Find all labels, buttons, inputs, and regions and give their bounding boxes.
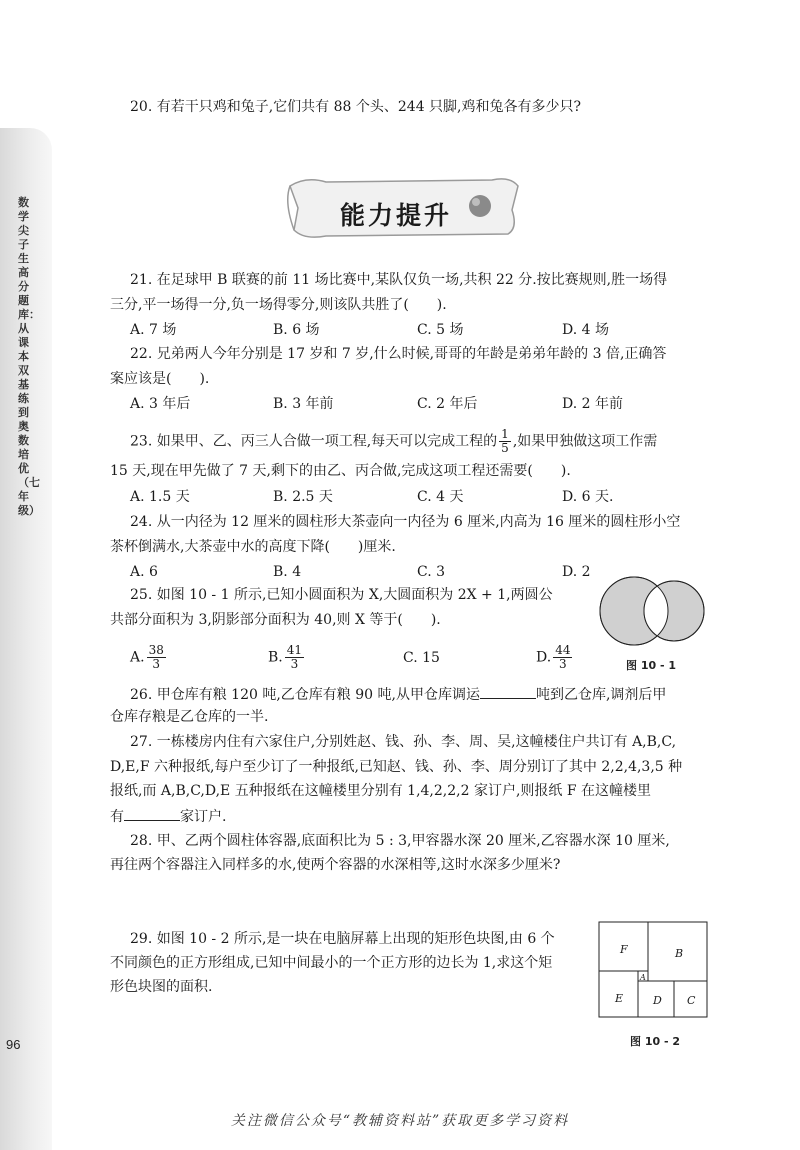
q25-option-a-label: A. — [130, 649, 145, 666]
q25-option-b — [268, 644, 306, 671]
q22-option-a: A. 3 年后 — [130, 396, 191, 412]
q24-option-c: C. 3 — [417, 564, 446, 580]
q25-b-den: 3 — [290, 657, 299, 671]
q27-text-b: 家订户. — [180, 809, 227, 825]
question-29-line1: 29. 如图 10 - 2 所示,是一块在电脑屏幕上出现的矩形色块图,由 6 个 — [130, 931, 555, 947]
figure-10-1-caption: 图 10 - 1 — [626, 659, 677, 672]
q21-option-b: B. 6 场 — [273, 322, 320, 338]
question-24-line2: 茶杯倒满水,大茶壶中水的高度下降( )厘米. — [110, 539, 396, 555]
q26-answer-blank — [480, 684, 536, 699]
q23-frac-den: 5 — [501, 441, 509, 455]
q25-a-num: 38 — [148, 643, 164, 657]
q23-frac-num: 1 — [501, 427, 509, 441]
question-27-line2: D,E,F 六种报纸,每户至少订了一种报纸,已知赵、钱、孙、李、周分别订了其中 2,2,4,3,5 种 — [110, 759, 683, 775]
label-f: F — [620, 943, 628, 956]
question-27-line3: 报纸,而 A,B,C,D,E 五种报纸在这幢楼里分别有 1,4,2,2,2 家订户,则报纸 F 在这幢楼里 — [110, 783, 652, 799]
label-a: A — [640, 973, 646, 982]
question-21-line1: 21. 在足球甲 B 联赛的前 11 场比赛中,某队仅负一场,共积 22 分.按比赛规则,胜一场得 — [130, 272, 668, 288]
section-title: 能力提升 — [340, 201, 453, 230]
question-27-line1: 27. 一栋楼房内住有六家住户,分别姓赵、钱、孙、李、周、吴,这幢楼住户共订有 A,B,C, — [130, 734, 677, 750]
question-24-line1: 24. 从一内径为 12 厘米的圆柱形大茶壶向一内径为 6 厘米,内高为 16 厘米的圆柱形小空 — [130, 514, 681, 530]
question-22-line1: 22. 兄弟两人今年分别是 17 岁和 7 岁,什么时候,哥哥的年龄是弟弟年龄的 3 倍,正确答 — [130, 346, 667, 362]
q25-option-a — [130, 644, 168, 671]
q23-option-c: C. 4 天 — [417, 489, 464, 505]
figure-10-2 — [598, 920, 710, 1020]
question-25-line2: 共部分面积为 3,阴影部分面积为 40,则 X 等于( ). — [110, 612, 441, 628]
ball-highlight — [472, 198, 480, 206]
label-b: B — [675, 947, 684, 960]
label-d: D — [653, 994, 662, 1007]
q22-option-b: B. 3 年前 — [273, 396, 334, 412]
question-29-line2: 不同颜色的正方形组成,已知中间最小的一个正方形的边长为 1,求这个矩 — [110, 955, 553, 971]
q25-b-num: 41 — [286, 643, 303, 657]
question-28-line2: 再往两个容器注入同样多的水,使两个容器的水深相等,这时水深多少厘米? — [110, 857, 561, 873]
footer-watermark: 关注微信公众号“教辅资料站”获取更多学习资料 — [230, 1113, 570, 1129]
q25-option-d — [536, 644, 574, 671]
question-21-line2: 三分,平一场得一分,负一场得零分,则该队共胜了( ). — [110, 297, 447, 313]
book-title-vertical: 数学尖子生高分题库：从课本双基练到奥数培优（七年级） — [18, 196, 40, 517]
q21-option-a: A. 7 场 — [130, 322, 177, 338]
question-26-line1 — [130, 684, 666, 705]
q27-text-a: 有 — [110, 809, 124, 825]
q21-option-c: C. 5 场 — [417, 322, 464, 338]
q25-d-num: 44 — [555, 643, 571, 657]
q25-option-a-fraction — [147, 644, 166, 671]
label-c: C — [687, 994, 696, 1007]
q24-option-b: B. 4 — [273, 564, 302, 580]
q26-text-b: 吨到乙仓库,调剂后甲 — [535, 687, 667, 703]
q23-option-d: D. 6 天. — [562, 489, 614, 505]
q25-d-den: 3 — [559, 657, 567, 671]
question-25-line1: 25. 如图 10 - 1 所示,已知小圆面积为 X,大圆面积为 2X + 1,两圆公 — [130, 587, 553, 603]
q25-option-b-label: B. — [268, 649, 283, 666]
decorative-ball-icon — [469, 195, 491, 217]
figure-10-1 — [598, 570, 708, 652]
q26-text-a: 26. 甲仓库有粮 120 吨,乙仓库有粮 90 吨,从甲仓库调运 — [130, 687, 480, 703]
q22-option-c: C. 2 年后 — [417, 396, 478, 412]
q25-option-b-fraction — [285, 644, 304, 671]
q23-text-a: 23. 如果甲、乙、丙三人合做一项工程,每天可以完成工程的 — [130, 433, 498, 450]
page-number: 96 — [6, 1037, 21, 1052]
question-29-line3: 形色块图的面积. — [110, 979, 213, 995]
label-e: E — [615, 992, 624, 1005]
question-22-line2: 案应该是( ). — [110, 371, 210, 387]
q25-option-c: C. 15 — [403, 650, 440, 666]
question-27-line4 — [110, 806, 226, 827]
q24-option-d: D. 2 — [562, 564, 591, 580]
q25-option-d-fraction — [553, 644, 572, 671]
question-23-line2: 15 天,现在甲先做了 7 天,剩下的由乙、丙合做,完成这项工程还需要( ). — [110, 463, 571, 479]
question-23-line1 — [130, 428, 657, 455]
q21-option-d: D. 4 场 — [562, 322, 609, 338]
question-26-line2: 仓库存粮是乙仓库的一半. — [110, 709, 269, 725]
q25-a-den: 3 — [152, 657, 161, 671]
q22-option-d: D. 2 年前 — [562, 396, 623, 412]
q24-option-a: A. 6 — [130, 564, 158, 580]
q23-fraction — [499, 428, 511, 455]
q23-option-a: A. 1.5 天 — [130, 489, 190, 505]
question-20: 20. 有若干只鸡和兔子,它们共有 88 个头、244 只脚,鸡和兔各有多少只? — [130, 99, 582, 115]
q23-option-b: B. 2.5 天 — [273, 489, 333, 505]
figure-10-2-caption: 图 10 - 2 — [630, 1035, 681, 1048]
q23-text-b: ,如果甲独做这项工作需 — [512, 433, 658, 450]
question-28-line1: 28. 甲、乙两个圆柱体容器,底面积比为 5 : 3,甲容器水深 20 厘米,乙容器水深 10 厘米, — [130, 833, 670, 849]
q27-answer-blank — [124, 806, 180, 821]
q25-option-d-label: D. — [536, 649, 552, 666]
